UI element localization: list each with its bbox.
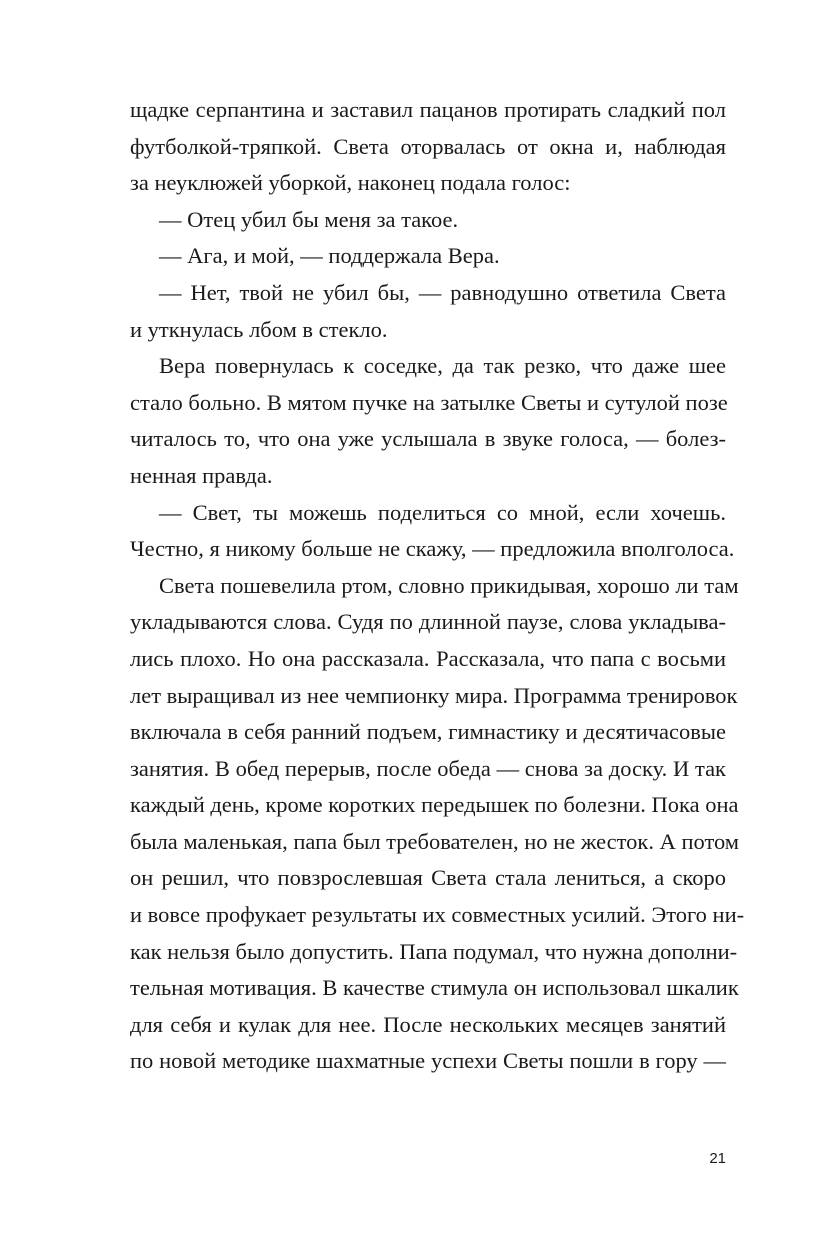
- paragraph: [130, 92, 726, 202]
- text-line: читалось то, что она уже услышала в звуке голоса, — болез-: [130, 426, 726, 452]
- text-line: и уткнулась лбом в стекло.: [130, 316, 388, 342]
- text-line: как нельзя было допустить. Папа подумал, что нужна дополни-: [130, 938, 738, 964]
- text-line: — Отец убил бы меня за такое.: [159, 206, 459, 232]
- text-line: Честно, я никому больше не скажу, — предложила вполголоса.: [130, 536, 735, 562]
- text-line: занятия. В обед перерыв, после обеда — снова за доску. И так: [130, 755, 726, 781]
- text-line: укладываются слова. Судя по длинной паузе, слова укладыва-: [130, 609, 726, 635]
- text-line: за неуклюжей уборкой, наконец подала голос:: [130, 170, 571, 196]
- text-line: лись плохо. Но она рассказала. Рассказала, что папа с восьми: [130, 645, 726, 671]
- text-line: и вовсе профукает результаты их совместных усилий. Этого ни-: [130, 902, 745, 928]
- text-line: — Свет, ты можешь поделиться со мной, если хочешь.: [159, 499, 726, 525]
- text-line: Вера повернулась к соседке, да так резко, что даже шее: [159, 353, 726, 379]
- text-line: ненная правда.: [130, 462, 273, 488]
- text-line: по новой методике шахматные успехи Светы пошли в гору —: [130, 1048, 726, 1074]
- text-line: — Нет, твой не убил бы, — равнодушно ответила Света: [159, 279, 726, 305]
- page-number: 21: [709, 1150, 726, 1167]
- text-line: щадке серпантина и заставил пацанов протирать сладкий пол: [130, 97, 726, 122]
- text-line: была маленькая, папа был требователен, но не жесток. А потом: [130, 828, 740, 854]
- text-line: лет выращивал из нее чемпионку мира. Программа тренировок: [130, 682, 738, 708]
- text-line: стало больно. В мятом пучке на затылке Светы и сутулой позе: [130, 389, 728, 415]
- text-line: — Ага, и мой, — поддержала Вера.: [159, 243, 500, 269]
- paragraph: [130, 348, 726, 494]
- paragraph: [130, 275, 726, 348]
- text-line: для себя и кулак для нее. После нескольких месяцев занятий: [130, 1011, 726, 1037]
- paragraph: [130, 238, 726, 275]
- text-line: Света пошевелила ртом, словно прикидывая, хорошо ли там: [159, 572, 739, 598]
- paragraph: [130, 202, 726, 239]
- text-line: включала в себя ранний подъем, гимнастику и десятичасовые: [130, 719, 726, 745]
- text-line: тельная мотивация. В качестве стимула он использовал шкалик: [130, 975, 739, 1001]
- text-line: он решил, что повзрослевшая Света стала лениться, а скоро: [130, 865, 726, 891]
- paragraph: [130, 495, 735, 568]
- text-line: футболкой-тряпкой. Света оторвалась от окна и, наблюдая: [130, 133, 726, 159]
- page-body: [130, 92, 745, 1080]
- paragraph: [130, 568, 745, 1080]
- text-line: каждый день, кроме коротких передышек по болезни. Пока она: [130, 792, 739, 818]
